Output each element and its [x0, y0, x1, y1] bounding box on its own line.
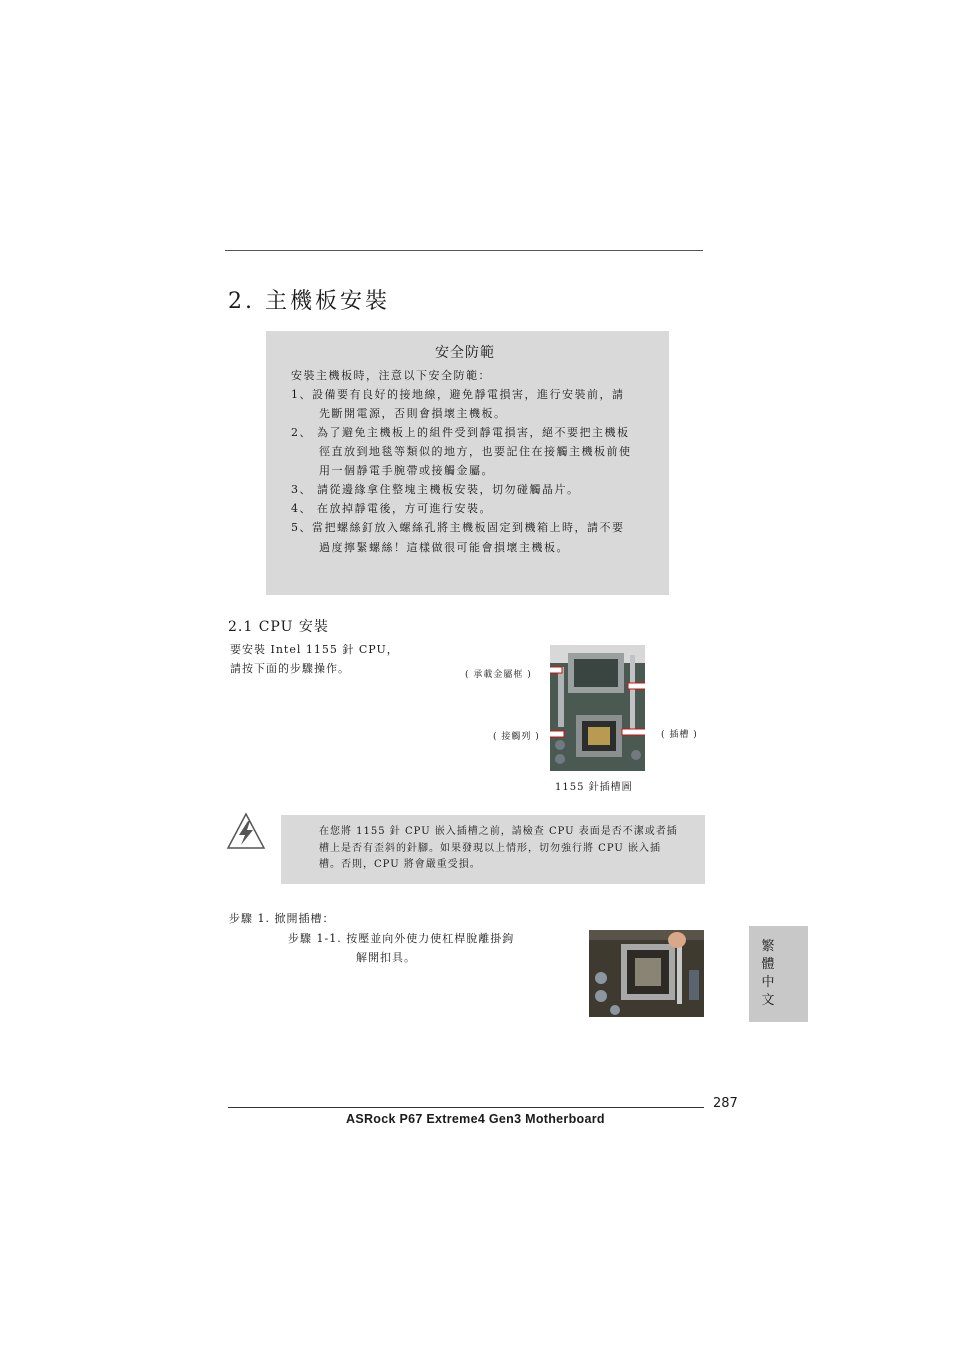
safety-line-2: 2、 為了避免主機板上的組件受到靜電損害，絕不要把主機板 — [291, 426, 630, 439]
cpu-intro-line-2: 請按下面的步驟操作。 — [230, 662, 350, 675]
socket-photo-caption: 1155 針插槽圖 — [555, 782, 633, 793]
cpu-warning-line-3: 槽。否則，CPU 將會嚴重受損。 — [319, 859, 481, 870]
safety-line-3: 3、 請從邊緣拿住整塊主機板安裝，切勿碰觸晶片。 — [291, 483, 580, 496]
cpu-intro-line-1: 要安裝 Intel 1155 針 CPU， — [230, 643, 399, 656]
callout-load-plate: ( 承載金屬框 ) — [465, 670, 532, 680]
top-rule — [225, 250, 703, 251]
safety-line-1-cont: 先斷開電源，否則會損壞主機板。 — [319, 407, 507, 420]
callout-socket: ( 插槽 ) — [661, 730, 698, 740]
socket-lever-photo — [589, 930, 704, 1017]
step-1-1-cont: 解開扣具。 — [356, 951, 416, 964]
safety-notice-title: 安全防範 — [435, 345, 495, 361]
warning-lightning-icon — [226, 812, 266, 850]
safety-line-4: 4、 在放掉靜電後，方可進行安裝。 — [291, 502, 492, 515]
footer-rule — [228, 1107, 704, 1108]
cpu-install-heading: 2.1 CPU 安裝 — [228, 619, 329, 635]
safety-line-1: 1、設備要有良好的接地線，避免靜電損害，進行安裝前，請 — [291, 388, 625, 401]
safety-line-2-cont-a: 徑直放到地毯等類似的地方，也要記住在接觸主機板前使 — [319, 445, 632, 458]
callout-contact-array: ( 接觸列 ) — [493, 732, 540, 742]
language-tab-label: 繁體中文 — [761, 939, 775, 1008]
page-number: 287 — [713, 1096, 738, 1111]
safety-line-intro: 安裝主機板時，注意以下安全防範： — [291, 369, 491, 382]
cpu-warning-line-1: 在您將 1155 針 CPU 嵌入插槽之前，請檢查 CPU 表面是否不潔或者插 — [319, 826, 678, 837]
cpu-socket-photo — [550, 645, 645, 771]
section-title: 2. 主機板安裝 — [228, 289, 390, 314]
safety-line-5: 5、當把螺絲釘放入螺絲孔將主機板固定到機箱上時，請不要 — [291, 521, 625, 534]
step-1-1-label: 步驟 1-1. 按壓並向外使力使杠桿脫離掛鉤 — [288, 932, 515, 945]
safety-line-5-cont: 過度擰緊螺絲！這樣做很可能會損壞主機板。 — [319, 541, 569, 554]
cpu-warning-line-2: 槽上是否有歪斜的針腳。如果發現以上情形，切勿強行將 CPU 嵌入插 — [319, 843, 661, 854]
safety-line-2-cont-b: 用一個靜電手腕帶或接觸金屬。 — [319, 464, 494, 477]
step-1-label: 步驟 1. 掀開插槽： — [229, 912, 335, 925]
footer-product-name: ASRock P67 Extreme4 Gen3 Motherboard — [346, 1112, 605, 1126]
